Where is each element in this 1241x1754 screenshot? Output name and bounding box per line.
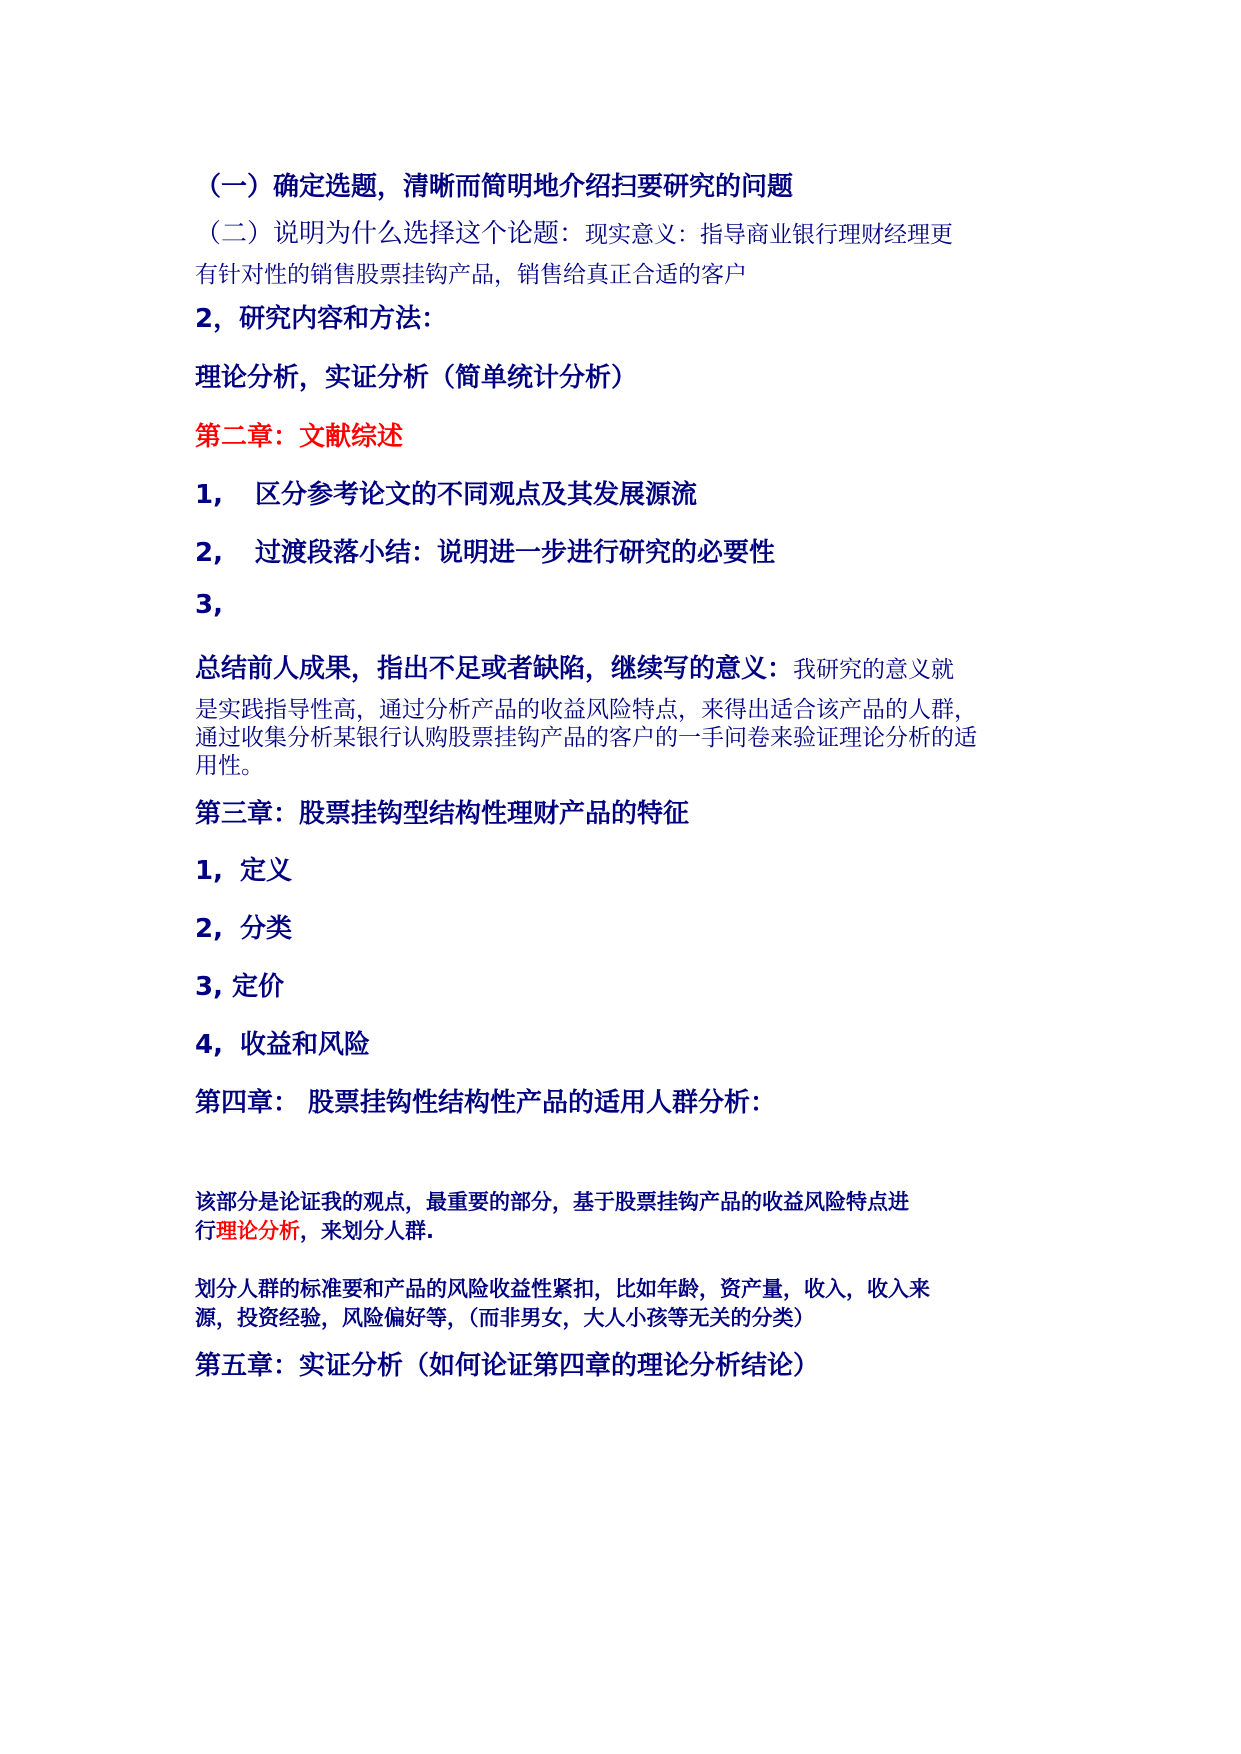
paragraph-line: 源，投资经验，风险偏好等，（而非男女，大人小孩等无关的分类） xyxy=(195,1306,815,1330)
paragraph-line: 划分人群的标准要和产品的风险收益性紧扣，比如年龄，资产量，收入，收入来 xyxy=(195,1277,930,1301)
heading-2-text: 现实意义：指导商业银行理财经理更 xyxy=(585,222,954,248)
text-run: ，来划分人群. xyxy=(300,1219,434,1243)
list-item xyxy=(195,1024,370,1061)
summary-heading xyxy=(195,648,954,685)
list-number: 2, xyxy=(195,538,223,568)
list-item xyxy=(195,908,292,945)
section-heading-2 xyxy=(195,213,953,250)
summary-text: 我研究的意义就 xyxy=(793,657,955,683)
list-item xyxy=(195,474,697,511)
body-text-line: 是实践指导性高，通过分析产品的收益风险特点，来得出适合该产品的人群， xyxy=(195,697,977,723)
paragraph-line xyxy=(195,1215,434,1245)
list-text: 分类 xyxy=(240,914,293,944)
list-item: 3, 定价 xyxy=(195,972,285,1002)
heading-2-label: （二）说明为什么选择这个论题： xyxy=(195,219,586,249)
paragraph-line: 该部分是论证我的观点，最重要的部分，基于股票挂钩产品的收益风险特点进 xyxy=(195,1190,909,1214)
list-item: 3, xyxy=(195,590,223,620)
text-run: 行 xyxy=(195,1219,216,1243)
chapter-title-5: 第五章：实证分析（如何论证第四章的理论分析结论） xyxy=(195,1351,820,1381)
list-number: 4, xyxy=(195,1030,223,1060)
chapter-title-3: 第三章：股票挂钩型结构性理财产品的特征 xyxy=(195,799,690,829)
body-text-line: 有针对性的销售股票挂钩产品，销售给真正合适的客户 xyxy=(195,262,747,288)
body-text-line: 用性。 xyxy=(195,753,264,779)
list-text: 收益和风险 xyxy=(240,1030,371,1060)
list-item xyxy=(195,850,292,887)
chapter-title-4: 第四章： 股票挂钩性结构性产品的适用人群分析： xyxy=(195,1088,777,1118)
list-number: 1, xyxy=(195,856,223,886)
section-heading: 2，研究内容和方法： xyxy=(195,304,448,334)
list-text: 过渡段落小结：说明进一步进行研究的必要性 xyxy=(255,538,776,568)
section-heading: 理论分析，实证分析（简单统计分析） xyxy=(195,363,638,393)
highlighted-text: 理论分析 xyxy=(216,1219,300,1243)
list-text: 区分参考论文的不同观点及其发展源流 xyxy=(255,480,698,510)
list-number: 1, xyxy=(195,480,223,510)
body-text-line: 通过收集分析某银行认购股票挂钩产品的客户的一手问卷来验证理论分析的适 xyxy=(195,725,977,751)
section-heading-1: （一）确定选题，清晰而简明地介绍扫要研究的问题 xyxy=(195,172,794,202)
list-text: 定义 xyxy=(240,856,293,886)
list-item xyxy=(195,532,775,569)
chapter-title-2: 第二章：文献综述 xyxy=(195,422,404,452)
summary-label: 总结前人成果，指出不足或者缺陷，继续写的意义： xyxy=(195,654,794,684)
list-number: 2, xyxy=(195,914,223,944)
